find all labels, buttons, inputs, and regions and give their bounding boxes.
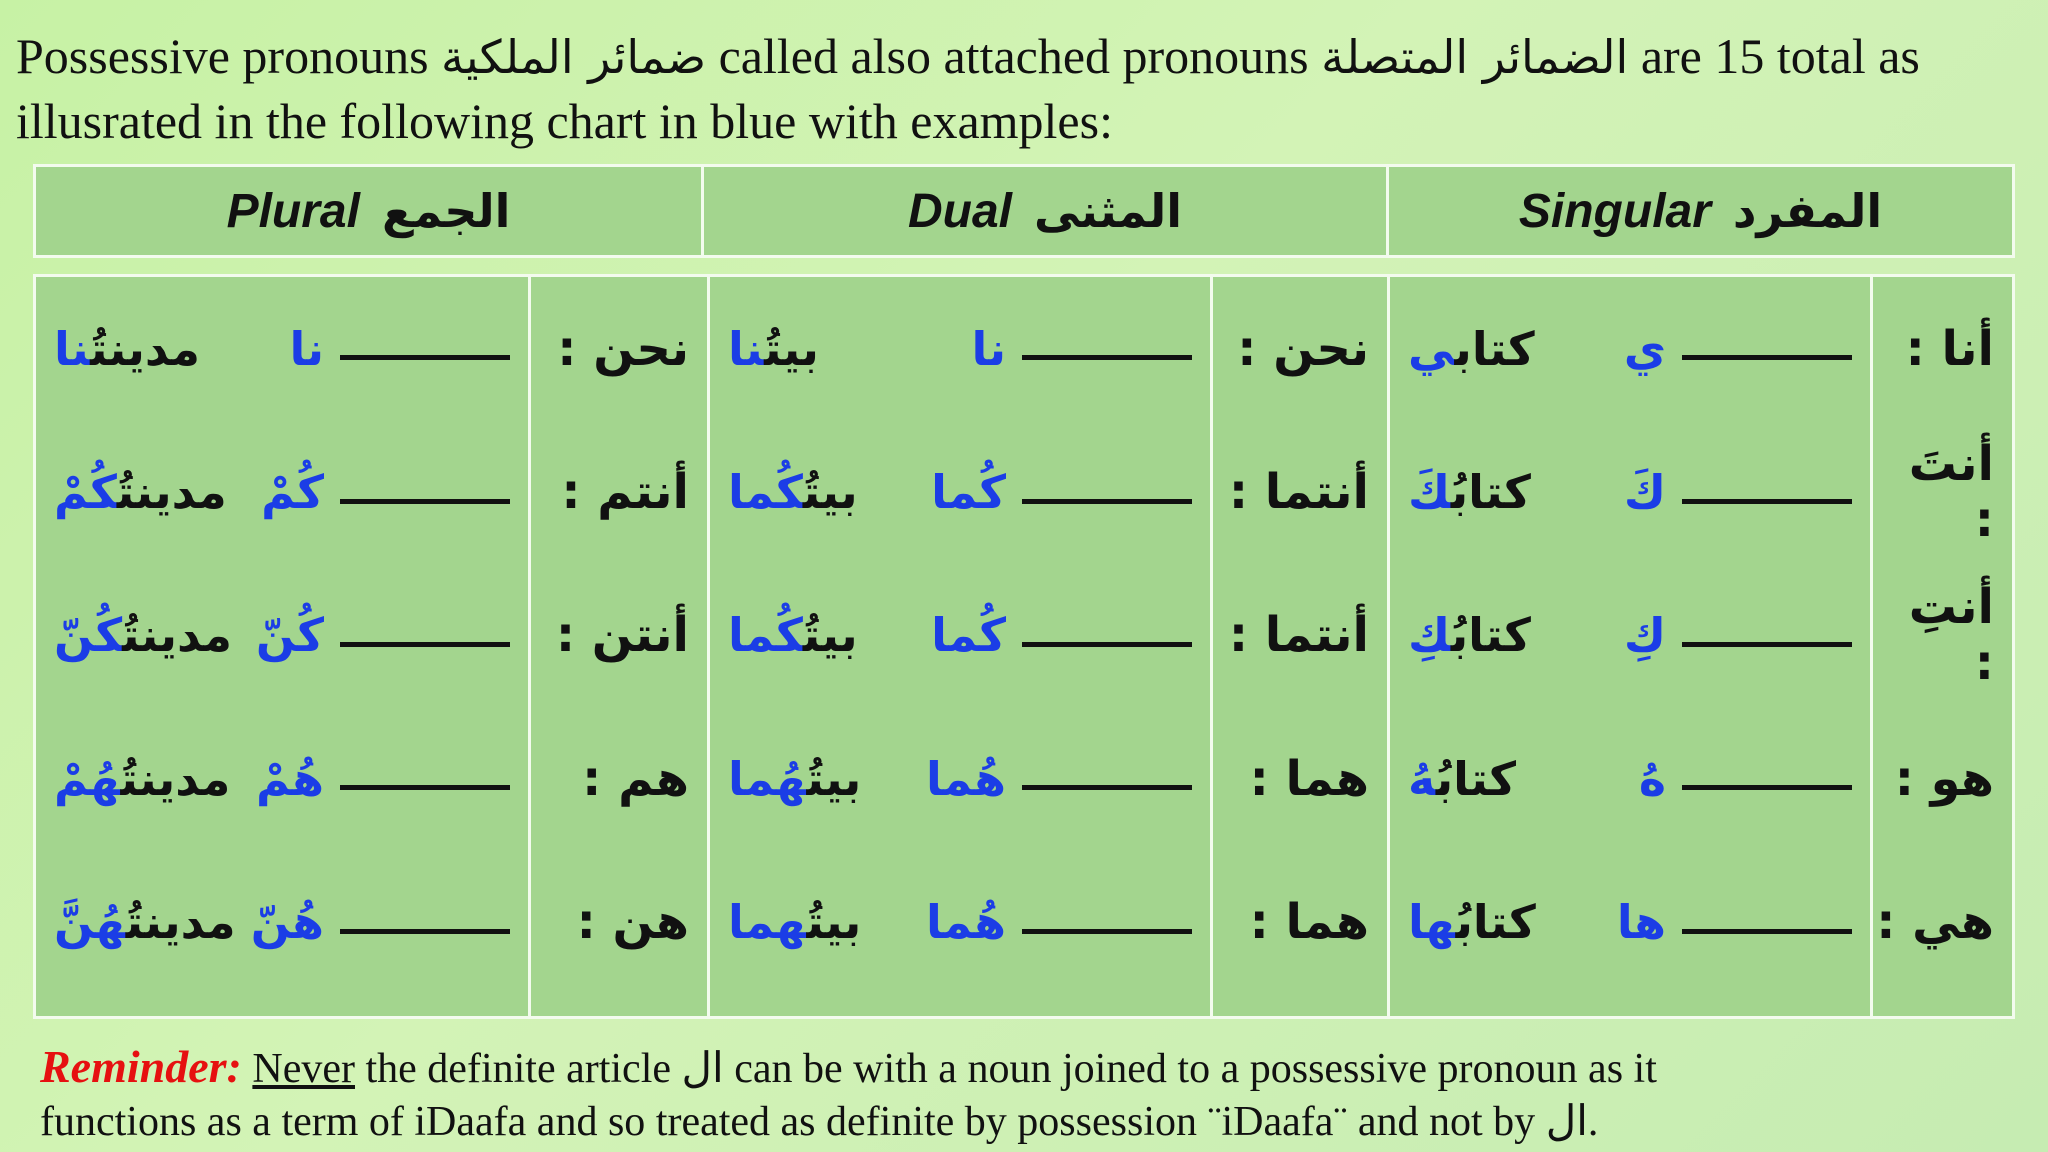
singular-pronoun-row: [1873, 564, 2012, 707]
plural-pronoun-row: [531, 564, 707, 707]
singular-examples-col: [1390, 277, 1873, 1016]
singular-example-row: [1390, 420, 1870, 563]
plural-pronoun: هن :: [576, 894, 689, 951]
dual-pronoun-row: [1213, 564, 1387, 707]
dual-example-base: بيتُ: [802, 608, 858, 663]
singular-blank-line: [1682, 929, 1852, 934]
dual-suffix: كُما: [931, 465, 1006, 520]
singular-example-row: [1390, 564, 1870, 707]
plural-example-suffix: كُمْ: [54, 465, 117, 520]
header-dual: [704, 167, 1389, 255]
singular-blank-line: [1682, 499, 1852, 504]
singular-example-suffix: كَ: [1408, 465, 1451, 520]
reminder-never: Never: [252, 1046, 355, 1092]
body-grid: [33, 274, 2015, 1019]
header-plural-ar: الجمع: [381, 184, 511, 238]
dual-suffix: هُما: [925, 751, 1006, 806]
singular-blank-line: [1682, 785, 1852, 790]
dual-suffix-pair: [931, 608, 1192, 662]
plural-suffix: نا: [289, 321, 324, 376]
singular-suffix: هُ: [1638, 751, 1666, 806]
dual-suffix: نا: [971, 321, 1006, 376]
singular-example-suffix: هُ: [1408, 751, 1436, 806]
dual-example-base: بيتُ: [806, 751, 862, 806]
header-plural-en: Plural: [226, 184, 360, 238]
plural-suffix: كُنّ: [255, 608, 324, 663]
dual-example-row: [710, 851, 1210, 994]
plural-pronoun: هم :: [582, 750, 689, 807]
plural-pronoun: أنتم :: [561, 464, 689, 521]
pronoun-table: [33, 164, 2015, 1024]
dual-example-base: بيتُ: [802, 465, 858, 520]
dual-example-row: [710, 707, 1210, 850]
plural-example-word: [54, 895, 236, 949]
plural-pronoun-row: [531, 420, 707, 563]
plural-example-row: [36, 851, 528, 994]
singular-suffix-pair: [1624, 465, 1852, 519]
dual-example-suffix: نا: [728, 321, 765, 376]
singular-pronoun: هي :: [1876, 894, 1994, 951]
header-singular: [1389, 167, 2012, 255]
intro-part1: Possessive pronouns: [16, 28, 429, 84]
dual-pronoun: هما :: [1249, 894, 1369, 951]
intro-text: [16, 24, 2026, 153]
singular-pronoun-row: [1873, 851, 2012, 994]
dual-blank-line: [1022, 355, 1192, 360]
intro-arabic-2: الضمائر المتصلة: [1321, 30, 1629, 84]
plural-pronoun-row: [531, 707, 707, 850]
plural-example-row: [36, 420, 528, 563]
plural-blank-line: [340, 929, 510, 934]
singular-example-word: [1408, 608, 1531, 662]
dual-example-row: [710, 564, 1210, 707]
singular-example-row: [1390, 277, 1870, 420]
plural-example-base: مدينتُ: [90, 321, 200, 376]
dual-examples-col: [710, 277, 1213, 1016]
intro-line-1: [16, 24, 2026, 89]
singular-example-base: كتاب: [1454, 321, 1535, 376]
dual-pronoun: نحن :: [1237, 320, 1369, 377]
header-dual-ar: المثنى: [1034, 184, 1182, 238]
plural-suffix-pair: [256, 752, 510, 806]
dual-example-suffix: كُما: [728, 465, 803, 520]
plural-pronoun: نحن :: [557, 320, 689, 377]
singular-suffix: كِ: [1623, 608, 1666, 663]
dual-example-base: بيتُ: [806, 895, 862, 950]
plural-example-word: [54, 752, 230, 806]
plural-suffix-pair: [261, 465, 510, 519]
dual-example-word: [728, 322, 819, 376]
intro-part2: called also attached pronouns: [718, 28, 1309, 84]
dual-example-suffix: كُما: [728, 608, 803, 663]
singular-pronoun: هو :: [1894, 750, 1994, 807]
dual-example-suffix: هما: [728, 895, 807, 950]
dual-example-row: [710, 420, 1210, 563]
singular-example-base: كتابُ: [1450, 608, 1531, 663]
plural-pronoun-row: [531, 277, 707, 420]
plural-suffix: كُمْ: [261, 465, 324, 520]
dual-example-word: [728, 465, 858, 519]
singular-pronoun: أنا :: [1905, 320, 1994, 377]
intro-line-2: illusrated in the following chart in blue with examples:: [16, 93, 1113, 149]
singular-blank-line: [1682, 355, 1852, 360]
intro-arabic-1: ضمائر الملكية: [441, 30, 707, 84]
dual-pronoun: هما :: [1249, 750, 1369, 807]
dual-example-word: [728, 895, 861, 949]
reminder-label: Reminder:: [40, 1041, 242, 1092]
plural-example-row: [36, 564, 528, 707]
singular-pronoun-row: [1873, 707, 2012, 850]
header-singular-en: Singular: [1518, 184, 1711, 238]
plural-example-base: مدينتُ: [125, 895, 236, 950]
reminder-line-2: functions as a term of iDaafa and so treated as definite by possession ¨iDaafa¨ and not by ال.: [40, 1099, 1599, 1145]
dual-suffix-pair: [926, 895, 1192, 949]
plural-example-word: [54, 465, 227, 519]
singular-example-row: [1390, 851, 1870, 994]
plural-blank-line: [340, 785, 510, 790]
reminder-line-1: [40, 1040, 2020, 1096]
singular-example-base: كتابُ: [1455, 895, 1536, 950]
singular-example-word: [1408, 895, 1536, 949]
plural-blank-line: [340, 355, 510, 360]
plural-example-base: مدينتُ: [116, 465, 227, 520]
singular-blank-line: [1682, 642, 1852, 647]
singular-example-word: [1408, 465, 1531, 519]
dual-example-word: [728, 608, 858, 662]
dual-pronoun-row: [1213, 420, 1387, 563]
singular-suffix: كَ: [1623, 465, 1666, 520]
singular-example-suffix: ي: [1408, 321, 1455, 376]
singular-suffix: ي: [1623, 321, 1666, 376]
dual-pronoun: أنتما :: [1228, 464, 1369, 521]
dual-pronoun-row: [1213, 707, 1387, 850]
plural-suffix: هُمْ: [256, 751, 324, 806]
singular-pronoun-row: [1873, 420, 2012, 563]
plural-example-base: مدينتُ: [120, 751, 231, 806]
reminder-text-1: the definite article ال can be with a noun joined to a possessive pronoun as it: [355, 1046, 1657, 1092]
dual-blank-line: [1022, 499, 1192, 504]
singular-pronouns-col: [1873, 277, 2012, 1016]
singular-suffix-pair: [1624, 608, 1852, 662]
singular-pronoun: أنتِ :: [1908, 579, 1994, 692]
reminder-note: [40, 1040, 2020, 1149]
plural-example-word: [54, 322, 200, 376]
dual-example-word: [728, 752, 861, 806]
plural-example-row: [36, 277, 528, 420]
singular-example-suffix: كِ: [1408, 608, 1451, 663]
singular-suffix: ها: [1616, 895, 1666, 950]
singular-example-suffix: ها: [1408, 895, 1456, 950]
plural-example-suffix: كُنّ: [54, 608, 123, 663]
singular-suffix-pair: [1617, 895, 1852, 949]
header-dual-en: Dual: [908, 184, 1013, 238]
singular-example-base: كتابُ: [1450, 465, 1531, 520]
dual-example-base: بيتُ: [764, 321, 819, 376]
plural-suffix-pair: [256, 608, 510, 662]
plural-blank-line: [340, 499, 510, 504]
plural-suffix-pair: [251, 895, 510, 949]
plural-example-suffix: هُنَّ: [54, 895, 126, 950]
singular-example-base: كتابُ: [1435, 751, 1516, 806]
header-singular-ar: المفرد: [1732, 184, 1883, 238]
dual-suffix: كُما: [931, 608, 1006, 663]
dual-blank-line: [1022, 785, 1192, 790]
plural-examples-col: [36, 277, 531, 1016]
plural-example-suffix: هُمْ: [54, 751, 121, 806]
dual-blank-line: [1022, 929, 1192, 934]
plural-blank-line: [340, 642, 510, 647]
dual-suffix-pair: [926, 752, 1192, 806]
singular-pronoun-row: [1873, 277, 2012, 420]
header-plural: [36, 167, 704, 255]
singular-example-row: [1390, 707, 1870, 850]
singular-example-word: [1408, 752, 1516, 806]
plural-suffix-pair: [289, 322, 510, 376]
dual-pronoun: أنتما :: [1228, 607, 1369, 664]
dual-pronoun-row: [1213, 277, 1387, 420]
intro-part3: are 15 total as: [1640, 28, 1920, 84]
dual-blank-line: [1022, 642, 1192, 647]
singular-pronoun: أنتَ :: [1908, 436, 1994, 549]
plural-pronoun-row: [531, 851, 707, 994]
dual-example-suffix: هُما: [728, 751, 807, 806]
plural-example-suffix: نا: [54, 321, 91, 376]
dual-pronouns-col: [1213, 277, 1390, 1016]
plural-example-row: [36, 707, 528, 850]
plural-example-word: [54, 608, 232, 662]
dual-suffix-pair: [931, 465, 1192, 519]
plural-pronoun: أنتن :: [555, 607, 689, 664]
singular-example-word: [1408, 322, 1535, 376]
dual-pronoun-row: [1213, 851, 1387, 994]
dual-suffix: هُما: [925, 895, 1006, 950]
plural-pronouns-col: [531, 277, 710, 1016]
dual-suffix-pair: [971, 322, 1192, 376]
singular-suffix-pair: [1639, 752, 1852, 806]
plural-example-base: مدينتُ: [122, 608, 233, 663]
header-row: [33, 164, 2015, 258]
plural-suffix: هُنّ: [250, 895, 324, 950]
singular-suffix-pair: [1624, 322, 1852, 376]
dual-example-row: [710, 277, 1210, 420]
